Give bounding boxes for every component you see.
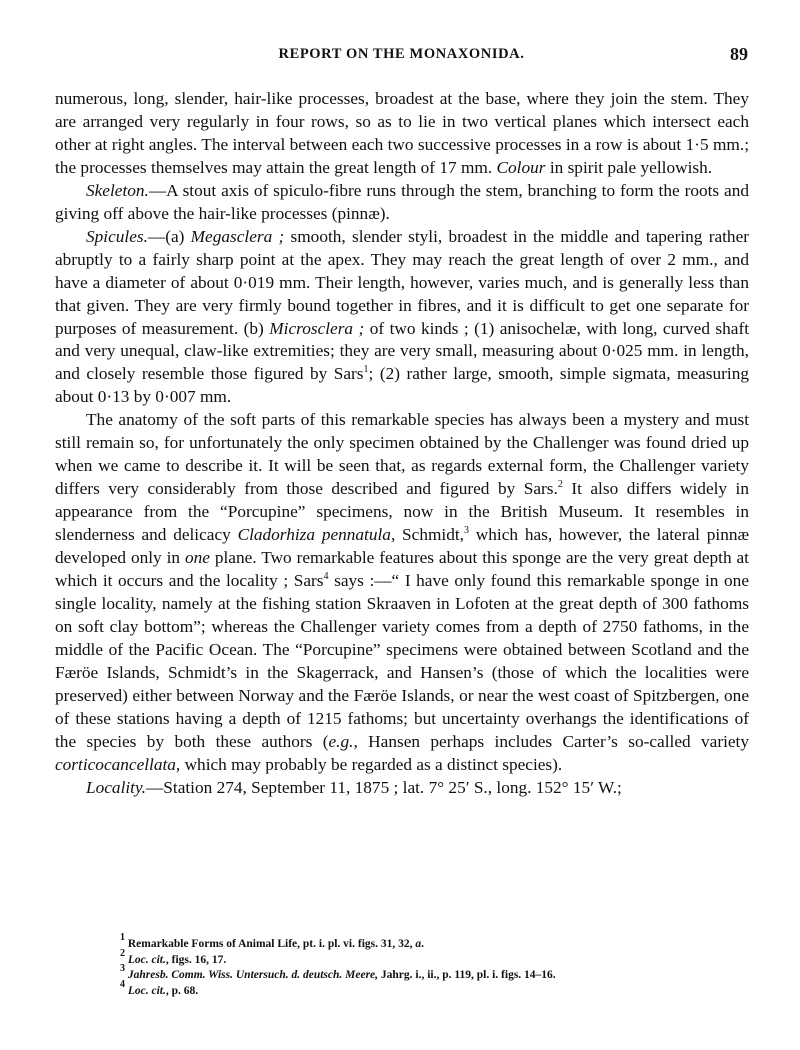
running-head: REPORT ON THE MONAXONIDA.	[278, 46, 525, 62]
footnote: $^4$ Loc. cit., p. 68.	[120, 978, 199, 997]
footnote-ref: 4	[323, 571, 329, 583]
paragraph-locality: Locality.—Station 274, September 11, 1875 ; lat. 7° 25′ S., long. 152° 15′ W.;	[86, 777, 622, 797]
footnote-ref: 2	[557, 479, 563, 491]
paragraph: numerous, long, slender, hair-like processes, broadest at the base, where they join the stem. They are arranged very regularly in four rows, so as to lie in two vertical planes which intersect each other at right angles. The interval between each two successive processes in a row is about 1·5 mm.; the processes themselves may attain the great length of 17 mm. Colour in spirit pale yellowish.	[55, 89, 749, 177]
page-number: 89	[730, 44, 748, 64]
page-header	[55, 44, 748, 68]
footnote: $^3$ Jahresb. Comm. Wiss. Untersuch. d. deutsch. Meere, Jahrg. i., ii., p. 119, pl. i. figs. 14–16.	[120, 963, 556, 981]
paragraph-skeleton: Skeleton.—A stout axis of spiculo-fibre runs through the stem, branching to form the roots and giving off above the hair-like processes (pinnæ).	[55, 180, 749, 223]
footnote: $^1$ Remarkable Forms of Animal Life, pt. i. pl. vi. figs. 31, 32, a.	[120, 932, 424, 950]
body-text	[55, 88, 749, 800]
paragraph-anatomy: The anatomy of the soft parts of this remarkable species has always been a mystery and must still remain so, for unfortunately the only specimen obtained by the Challenger was found dried up when we came to describe it. It will be seen that, as regards external form, the Challenger variety differs very considerably from those described and figured by Sars.$^2$ It also differs widely in appearance from the “Porcupine” specimens, now in the British Museum. It resembles in slenderness and delicacy Cladorhiza pennatula, Schmidt,$^3$ which has, however, the lateral pinnæ developed only in one plane. Two remarkable features about this sponge are the very great depth at which it occurs and the locality ; Sars$^4$ says :—“ I have only found this remarkable sponge in one single locality, namely at the fishing station Skraaven in Lofoten at the great depth of 300 fathoms on soft clay bottom”; whereas the Challenger variety comes from a depth of 2750 fathoms, in the middle of the Pacific Ocean. The “Porcupine” specimens were obtained between Scotland and the Færöe Islands, Schmidt’s in the Skagerrack, and Hansen’s (those of which the localities were preserved) either between Norway and the Færöe Islands, or near the west coast of Spitzbergen, one of these stations having a depth of 1215 fathoms; but uncertainty overhangs the identifications of the species by both these authors (e.g., Hansen perhaps includes Carter’s so-called variety corticocancellata, which may probably be regarded as a distinct species).	[55, 410, 749, 774]
footnotes	[120, 932, 750, 999]
footnote-ref: 3	[464, 525, 469, 537]
footnote: $^2$ Loc. cit., figs. 16, 17.	[120, 947, 227, 966]
footnote-ref: 1	[363, 364, 369, 376]
paragraph-spicules: Spicules.—(a) Megasclera ; smooth, slender styli, broadest in the middle and tapering rather abruptly to a fairly sharp point at the apex. They may reach the great length of over 2 mm., and have a diameter of about 0·019 mm. Their length, however, varies much, and is generally less than that given. They are very firmly bound together in fibres, and it is difficult to get one separate for purposes of measurement. (b) Microsclera ; of two kinds ; (1) anisochelæ, with long, curved shaft and very unequal, claw-like extremities; they are very small, measuring about 0·025 mm. in length, and closely resemble those figured by Sars$^1$; (2) rather large, smooth, simple sigmata, measuring about 0·13 by 0·007 mm.	[55, 226, 749, 407]
